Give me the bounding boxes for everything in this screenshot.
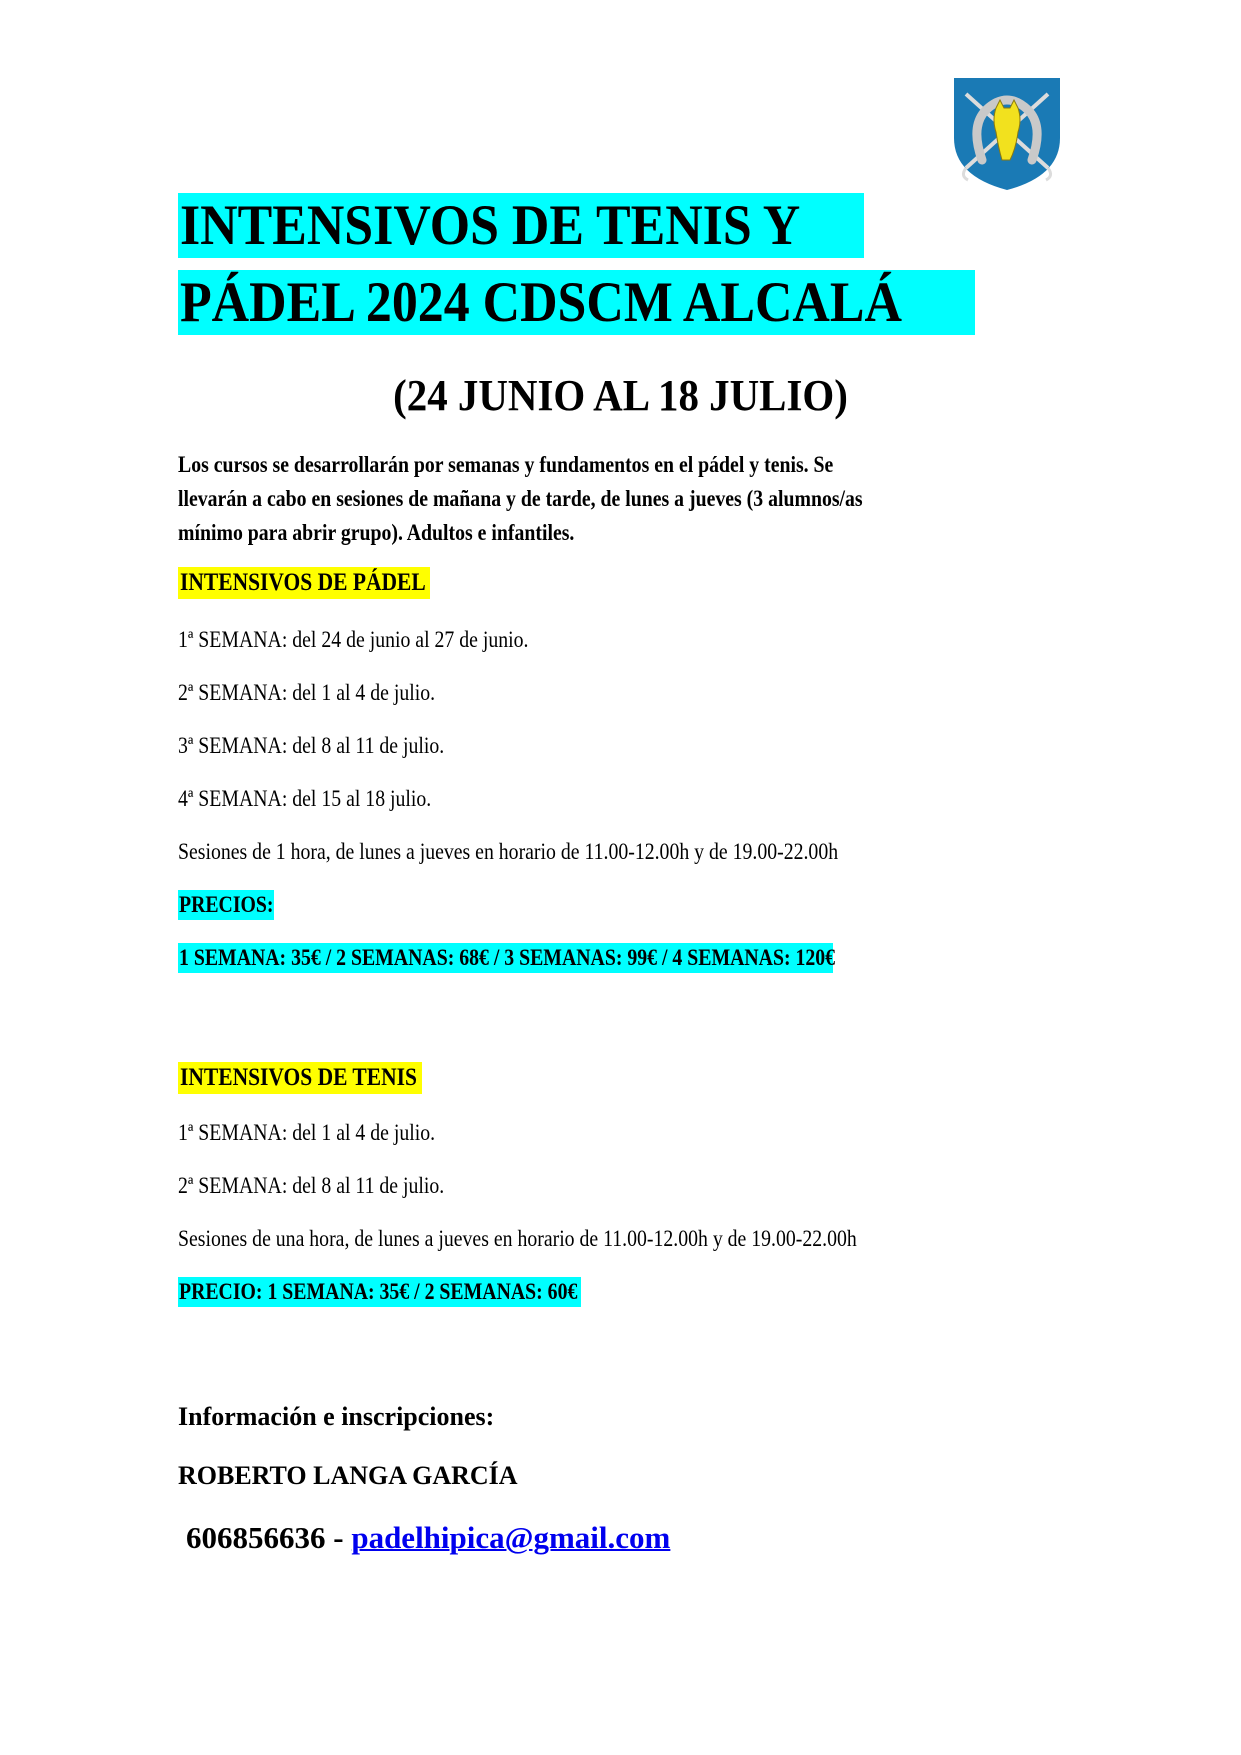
contact-email-link[interactable]: padelhipica@gmail.com — [351, 1520, 671, 1555]
padel-prices-label: PRECIOS: — [178, 890, 274, 920]
tenis-prices: PRECIO: 1 SEMANA: 35€ / 2 SEMANAS: 60€ — [178, 1277, 581, 1307]
title-line-1: INTENSIVOS DE TENIS Y — [178, 193, 864, 258]
date-range-subtitle: (24 JUNIO AL 18 JULIO) — [393, 371, 848, 420]
intro-line: mínimo para abrir grupo). Adultos e infantiles. — [178, 520, 575, 545]
contact-separator: - — [325, 1520, 352, 1555]
padel-week-3: 3ª SEMANA: del 8 al 11 de julio. — [178, 733, 445, 758]
tenis-sessions: Sesiones de una hora, de lunes a jueves en horario de 11.00-12.00h y de 19.00-22.00h — [178, 1226, 857, 1251]
horseshoe-horse-crest-icon — [952, 76, 1062, 192]
padel-week-2: 2ª SEMANA: del 1 al 4 de julio. — [178, 680, 436, 705]
padel-sessions: Sesiones de 1 hora, de lunes a jueves en horario de 11.00-12.00h y de 19.00-22.00h — [178, 839, 839, 864]
intro-line: llevarán a cabo en sesiones de mañana y de tarde, de lunes a jueves (3 alumnos/as — [178, 486, 863, 511]
padel-week-4: 4ª SEMANA: del 15 al 18 julio. — [178, 786, 432, 811]
tenis-week-2: 2ª SEMANA: del 8 al 11 de julio. — [178, 1173, 445, 1198]
intro-paragraph — [178, 448, 1078, 550]
title-line-2: PÁDEL 2024 CDSCM ALCALÁ — [178, 270, 975, 335]
padel-week-1: 1ª SEMANA: del 24 de junio al 27 de junio. — [178, 627, 529, 652]
contact-line — [186, 1518, 670, 1558]
padel-section-heading: INTENSIVOS DE PÁDEL — [178, 567, 430, 599]
contact-label: Información e inscripciones: — [178, 1402, 495, 1431]
padel-prices: 1 SEMANA: 35€ / 2 SEMANAS: 68€ / 3 SEMANAS: 99€ / 4 SEMANAS: 120€ — [178, 943, 833, 973]
intro-line: Los cursos se desarrollarán por semanas y fundamentos en el pádel y tenis. Se — [178, 452, 834, 477]
contact-phone[interactable]: 606856636 — [186, 1520, 326, 1555]
contact-name: ROBERTO LANGA GARCÍA — [178, 1461, 518, 1490]
club-crest-logo — [952, 76, 1062, 192]
tenis-week-1: 1ª SEMANA: del 1 al 4 de julio. — [178, 1120, 436, 1145]
tenis-section-heading: INTENSIVOS DE TENIS — [178, 1062, 422, 1094]
